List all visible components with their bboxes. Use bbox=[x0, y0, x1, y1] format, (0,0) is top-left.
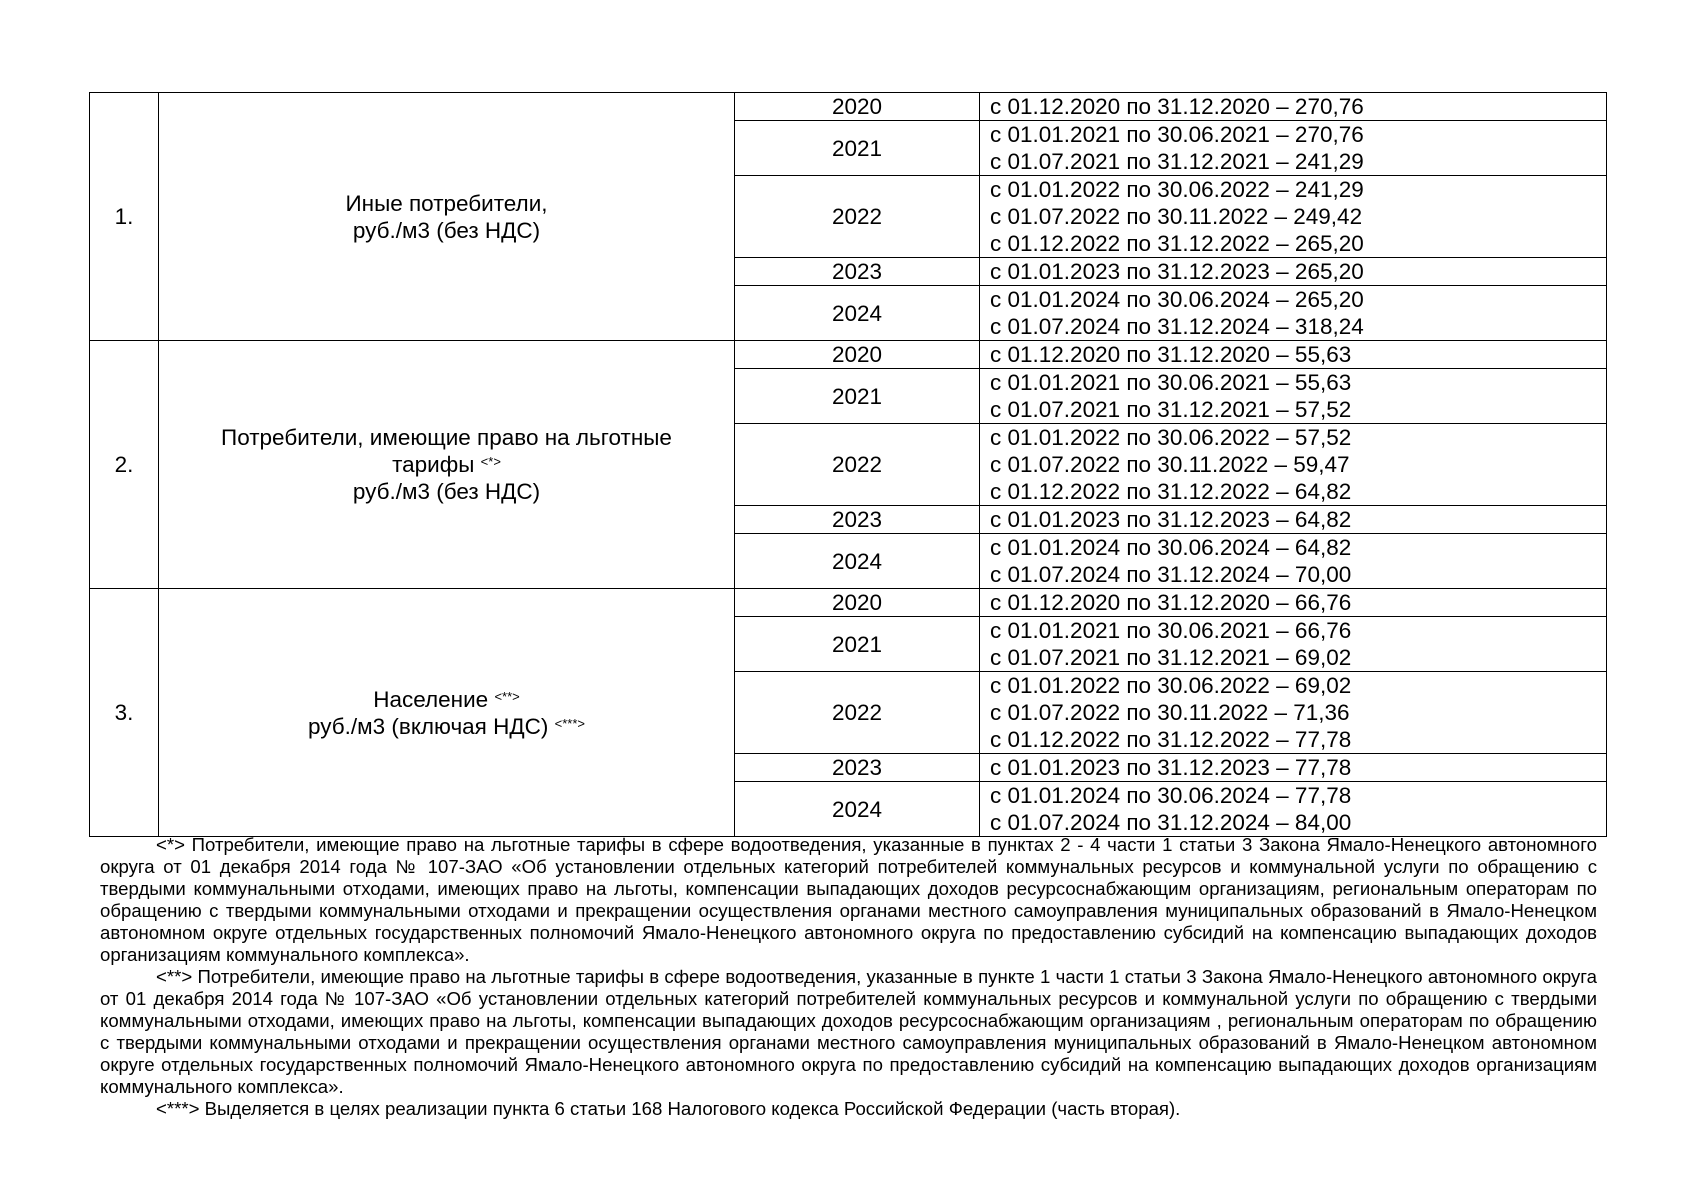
tariff-periods-cell bbox=[980, 286, 1607, 341]
tariff-periods-cell bbox=[980, 341, 1607, 369]
table-row bbox=[90, 93, 1607, 121]
consumer-category bbox=[159, 341, 735, 589]
footnote-2: <**> Потребители, имеющие право на льготные тарифы в сфере водоотведения, указанные в пункте 1 части 1 статьи 3 Закона Ямало-Ненецкого автономного округа от 01 декабря 2014 года № 107-ЗАО «Об установлении отдельных категорий потребителей коммунальных ресурсов и коммунальной услуги по обращению с твердыми коммунальными отходами, имеющих право на льготы, компенсации выпадающих доходов ресурсоснабжающим организациям , региональным операторам по обращению с твердыми коммунальными отходами и прекращении осуществления органами местного самоуправления муниципальных образований в Ямало-Ненецком автономном округе отдельных государственных полномочий Ямало-Ненецкого автономного округа по предоставлению субсидий на компенсацию выпадающих доходов организациям коммунального комплекса». bbox=[100, 966, 1597, 1097]
footnote-marker: <**> bbox=[494, 688, 520, 704]
tariff-period: с 01.01.2022 по 30.06.2022 – 57,52 bbox=[990, 425, 1352, 450]
tariff-periods-cell bbox=[980, 121, 1607, 176]
tariff-periods-cell bbox=[980, 93, 1607, 121]
table-row bbox=[90, 341, 1607, 369]
consumer-category bbox=[159, 589, 735, 837]
tariff-period: с 01.07.2024 по 31.12.2024 – 84,00 bbox=[990, 810, 1352, 835]
tariff-table bbox=[89, 92, 1607, 837]
category-line bbox=[165, 478, 728, 505]
year-cell: 2020 bbox=[735, 341, 980, 369]
tariff-period: с 01.01.2023 по 31.12.2023 – 265,20 bbox=[990, 259, 1364, 284]
tariff-period: с 01.07.2024 по 31.12.2024 – 318,24 bbox=[990, 314, 1364, 339]
tariff-period: с 01.12.2020 по 31.12.2020 – 270,76 bbox=[990, 94, 1364, 119]
category-text: руб./м3 (без НДС) bbox=[352, 217, 541, 243]
category-text: Потребители, имеющие право на льготные bbox=[221, 425, 672, 450]
tariff-period: с 01.01.2021 по 30.06.2021 – 66,76 bbox=[990, 618, 1352, 643]
tariff-periods-cell bbox=[980, 589, 1607, 617]
tariff-period: с 01.12.2022 по 31.12.2022 – 77,78 bbox=[990, 727, 1352, 752]
row-number: 1. bbox=[90, 93, 159, 341]
tariff-table-body bbox=[90, 93, 1607, 837]
tariff-period: с 01.01.2022 по 30.06.2022 – 241,29 bbox=[990, 177, 1364, 202]
tariff-periods-cell bbox=[980, 782, 1607, 837]
year-cell: 2022 bbox=[735, 176, 980, 258]
tariff-periods-cell bbox=[980, 672, 1607, 754]
consumer-category bbox=[159, 93, 735, 341]
footnote-marker: <*> bbox=[480, 454, 501, 469]
tariff-period: с 01.12.2020 по 31.12.2020 – 66,76 bbox=[990, 590, 1352, 615]
category-text: Иные потребители, bbox=[345, 190, 548, 216]
tariff-period: с 01.01.2021 по 30.06.2021 – 55,63 bbox=[990, 370, 1352, 395]
tariff-period: с 01.12.2022 по 31.12.2022 – 64,82 bbox=[990, 479, 1352, 504]
tariff-period: с 01.01.2022 по 30.06.2022 – 69,02 bbox=[990, 673, 1352, 698]
year-cell: 2023 bbox=[735, 258, 980, 286]
category-text: руб./м3 (без НДС) bbox=[352, 479, 541, 504]
tariff-periods-cell bbox=[980, 258, 1607, 286]
tariff-periods-cell bbox=[980, 754, 1607, 782]
tariff-period: с 01.01.2024 по 30.06.2024 – 77,78 bbox=[990, 783, 1352, 808]
tariff-period: с 01.07.2022 по 30.11.2022 – 59,47 bbox=[990, 452, 1350, 477]
tariff-period: с 01.01.2023 по 31.12.2023 – 77,78 bbox=[990, 755, 1352, 780]
category-text: руб./м3 (включая НДС) bbox=[308, 713, 549, 739]
row-number: 2. bbox=[90, 341, 159, 589]
year-cell: 2021 bbox=[735, 121, 980, 176]
tariff-period: с 01.01.2024 по 30.06.2024 – 265,20 bbox=[990, 287, 1364, 312]
footnotes bbox=[100, 834, 1597, 1120]
year-cell: 2024 bbox=[735, 534, 980, 589]
category-line bbox=[165, 713, 728, 740]
tariff-period: с 01.07.2022 по 30.11.2022 – 249,42 bbox=[990, 204, 1363, 229]
year-cell: 2023 bbox=[735, 754, 980, 782]
category-text: тарифы bbox=[392, 452, 475, 477]
category-line bbox=[165, 217, 728, 244]
tariff-period: с 01.07.2022 по 30.11.2022 – 71,36 bbox=[990, 700, 1350, 725]
category-line bbox=[165, 451, 728, 478]
year-cell: 2024 bbox=[735, 782, 980, 837]
category-line bbox=[165, 190, 728, 217]
category-line bbox=[165, 424, 728, 451]
footnote-3: <***> Выделяется в целях реализации пункта 6 статьи 168 Налогового кодекса Российской Федерации (часть вторая). bbox=[156, 1098, 1181, 1119]
tariff-period: с 01.07.2021 по 31.12.2021 – 57,52 bbox=[990, 397, 1352, 422]
tariff-period: с 01.01.2023 по 31.12.2023 – 64,82 bbox=[990, 507, 1352, 532]
year-cell: 2021 bbox=[735, 369, 980, 424]
tariff-period: с 01.12.2022 по 31.12.2022 – 265,20 bbox=[990, 231, 1364, 256]
year-cell: 2023 bbox=[735, 506, 980, 534]
tariff-periods-cell bbox=[980, 424, 1607, 506]
tariff-period: с 01.07.2024 по 31.12.2024 – 70,00 bbox=[990, 562, 1352, 587]
year-cell: 2024 bbox=[735, 286, 980, 341]
year-cell: 2022 bbox=[735, 424, 980, 506]
category-text: Население bbox=[373, 686, 489, 712]
tariff-period: с 01.01.2024 по 30.06.2024 – 64,82 bbox=[990, 535, 1352, 560]
footnote-marker: <***> bbox=[554, 715, 585, 731]
footnote-1: <*> Потребители, имеющие право на льготные тарифы в сфере водоотведения, указанные в пунктах 2 - 4 части 1 статьи 3 Закона Ямало-Ненецкого автономного округа от 01 декабря 2014 года № 107-ЗАО «Об установлении отдельных категорий потребителей коммунальных ресурсов и коммунальной услуги по обращению с твердыми коммунальными отходами, имеющих право на льготы, компенсации выпадающих доходов ресурсоснабжающим организациям, региональным операторам по обращению с твердыми коммунальными отходами и прекращении осуществления органами местного самоуправления муниципальных образований в Ямало-Ненецком автономном округе отдельных государственных полномочий Ямало-Ненецкого автономного округа по предоставлению субсидий на компенсацию выпадающих доходов организациям коммунального комплекса». bbox=[100, 834, 1597, 965]
category-line bbox=[165, 686, 728, 713]
row-number: 3. bbox=[90, 589, 159, 837]
tariff-periods-cell bbox=[980, 534, 1607, 589]
tariff-periods-cell bbox=[980, 369, 1607, 424]
tariff-period: с 01.01.2021 по 30.06.2021 – 270,76 bbox=[990, 122, 1364, 147]
tariff-periods-cell bbox=[980, 176, 1607, 258]
tariff-periods-cell bbox=[980, 506, 1607, 534]
year-cell: 2022 bbox=[735, 672, 980, 754]
year-cell: 2021 bbox=[735, 617, 980, 672]
table-row bbox=[90, 589, 1607, 617]
tariff-period: с 01.07.2021 по 31.12.2021 – 241,29 bbox=[990, 149, 1364, 174]
tariff-period: с 01.07.2021 по 31.12.2021 – 69,02 bbox=[990, 645, 1352, 670]
year-cell: 2020 bbox=[735, 93, 980, 121]
tariff-periods-cell bbox=[980, 617, 1607, 672]
year-cell: 2020 bbox=[735, 589, 980, 617]
tariff-period: с 01.12.2020 по 31.12.2020 – 55,63 bbox=[990, 342, 1352, 367]
